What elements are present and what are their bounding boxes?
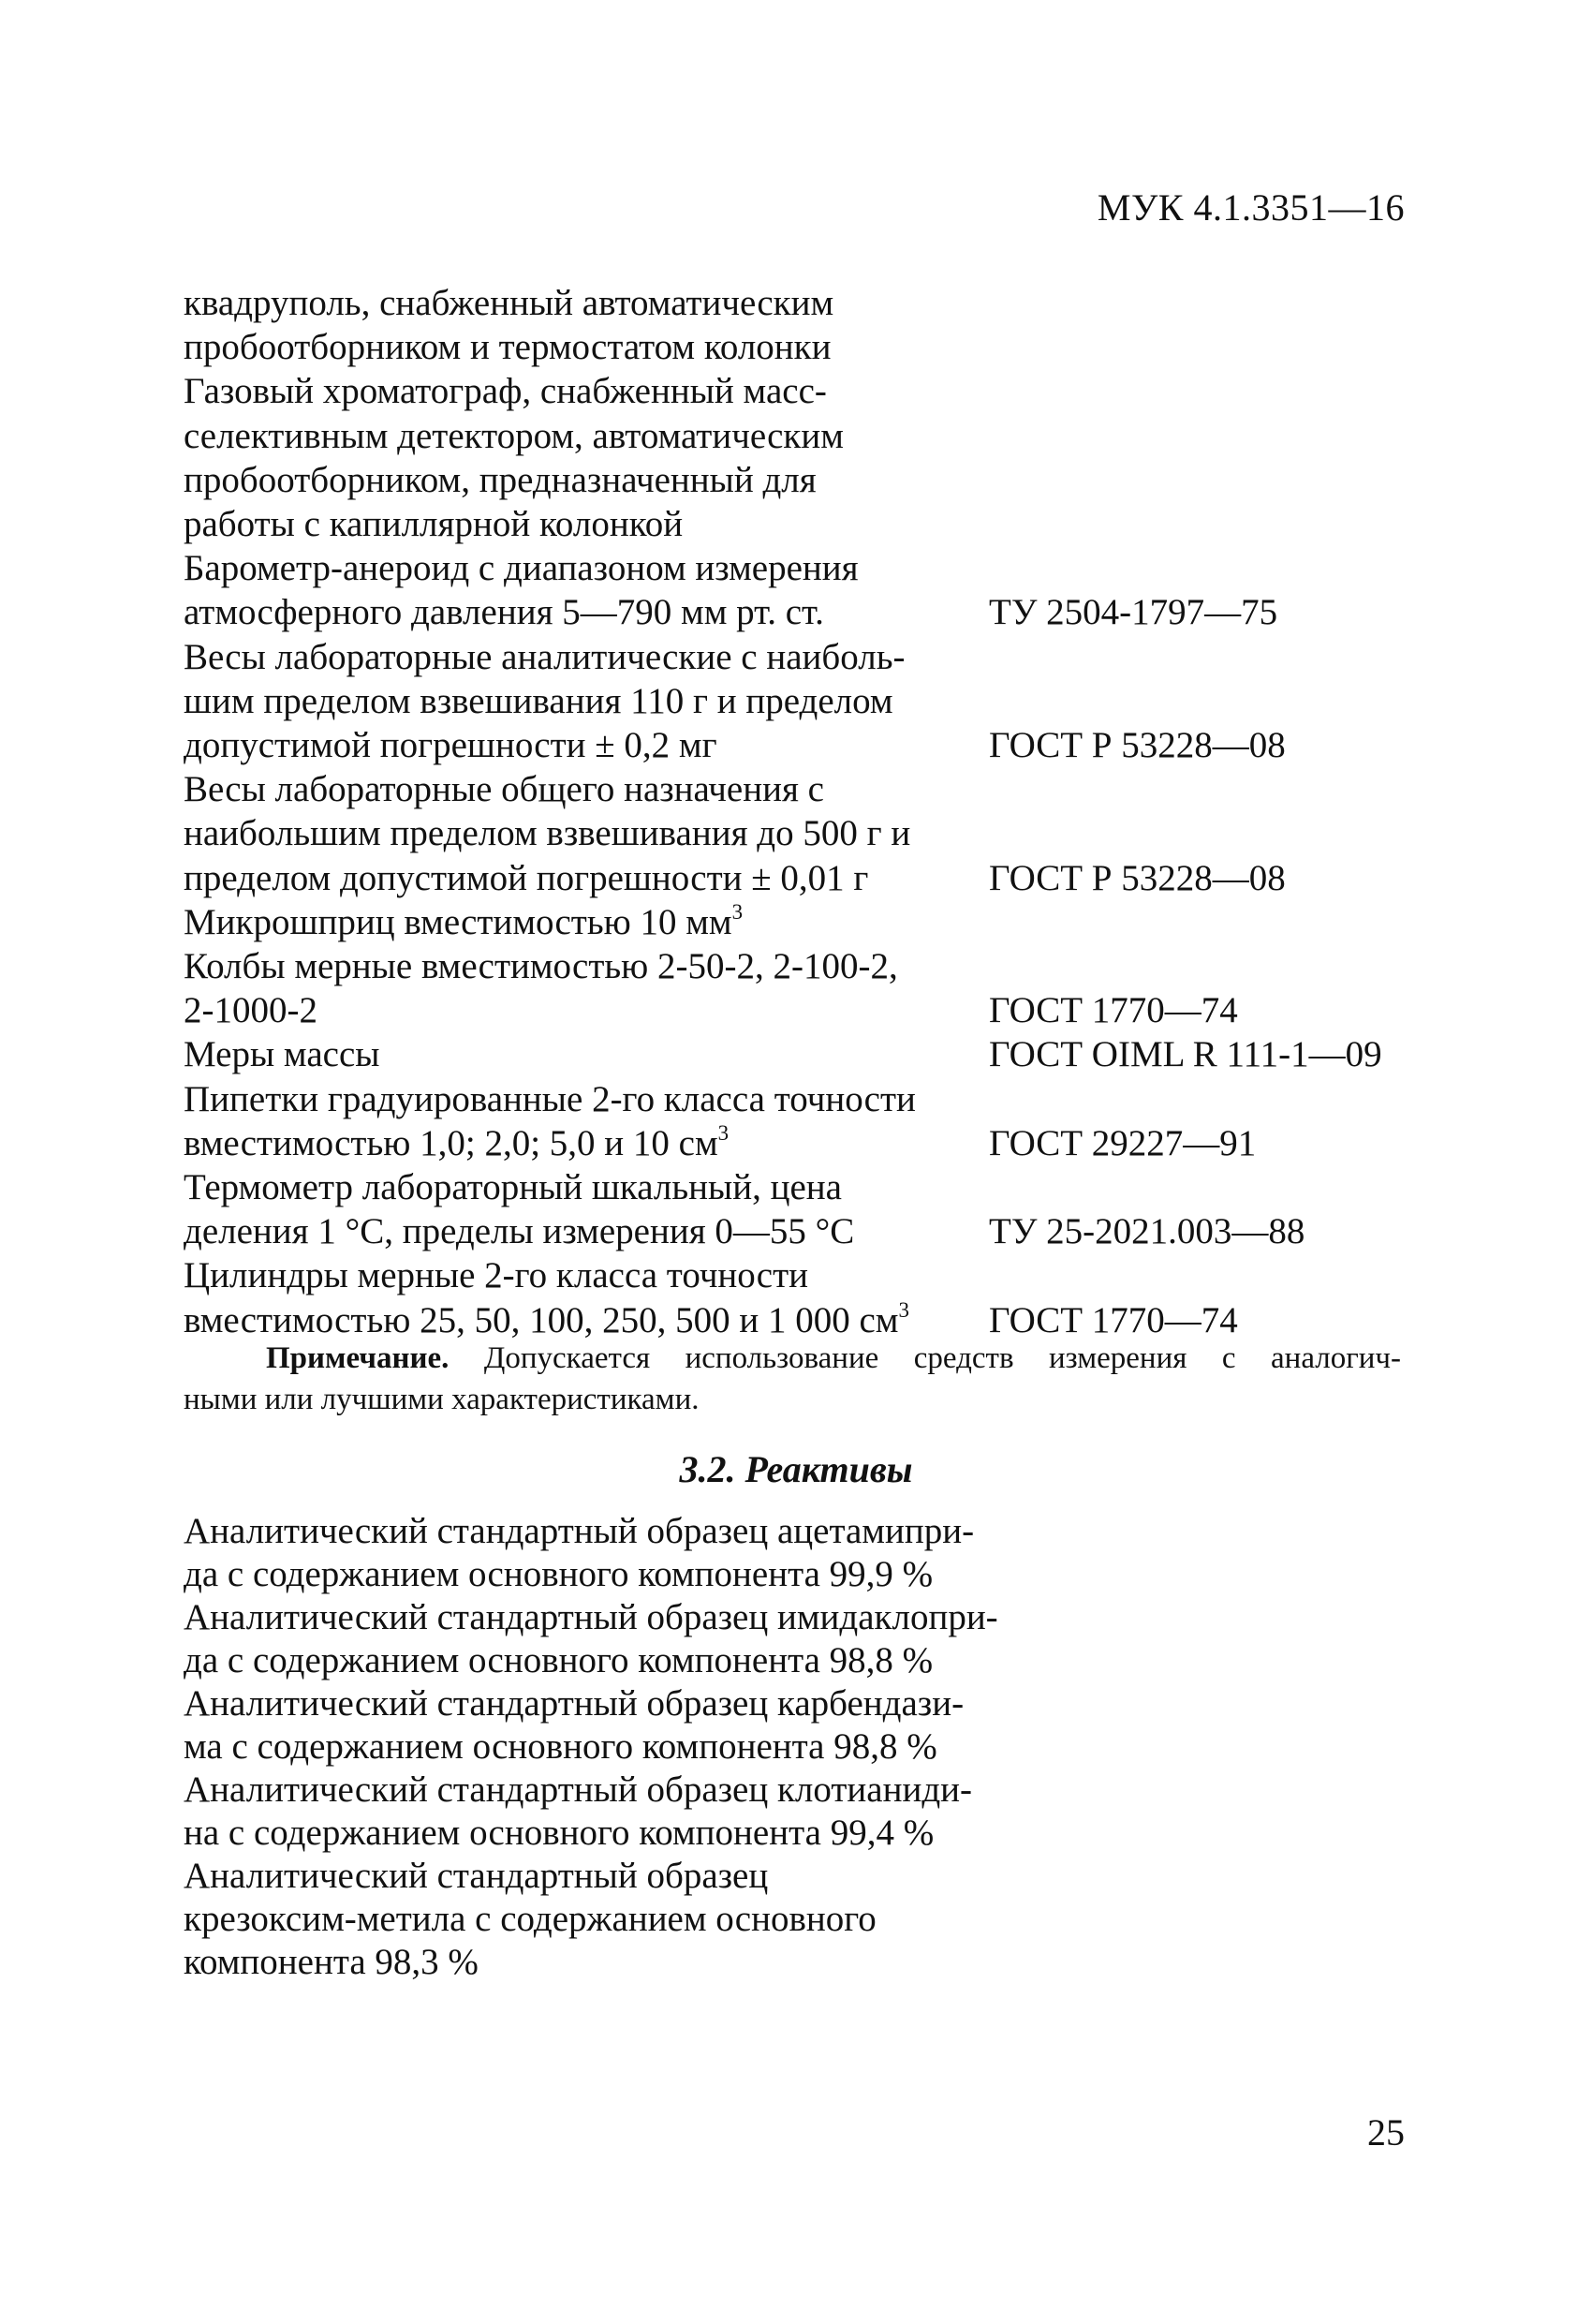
document-code: МУК 4.1.3351—16 xyxy=(1097,186,1405,229)
reagent-line: Аналитический стандартный образец карбендази- xyxy=(184,1683,965,1724)
equipment-list xyxy=(184,281,1420,1342)
equipment-line xyxy=(184,1298,980,1342)
reagent-line: Аналитический стандартный образец xyxy=(184,1856,769,1896)
equipment-line: Меры массы xyxy=(184,1034,380,1075)
note-first-line xyxy=(184,1338,1401,1379)
note-label: Примечание. xyxy=(266,1341,450,1375)
reagent-line: да с содержанием основного компонента 99,9 % xyxy=(184,1554,934,1594)
equipment-line-text: вместимостью 25, 50, 100, 250, 500 и 1 000 см xyxy=(184,1299,899,1340)
equipment-line: пределом допустимой погрешности ± 0,01 г xyxy=(184,857,869,898)
equipment-item xyxy=(184,767,1420,900)
equipment-line: допустимой погрешности ± 0,2 мг xyxy=(184,725,717,766)
equipment-standard: ГОСТ 1770—74 xyxy=(989,990,1238,1031)
reagent-line: да с содержанием основного компонента 98,8 % xyxy=(184,1640,934,1680)
equipment-item xyxy=(184,1253,1420,1341)
equipment-item xyxy=(184,944,1420,1032)
equipment-line: деления 1 °С, пределы измерения 0—55 °С xyxy=(184,1211,855,1252)
equipment-line: Колбы мерные вместимостью 2-50-2, 2-100-2, xyxy=(184,946,898,987)
equipment-item xyxy=(184,1032,1420,1076)
equipment-standard: ГОСТ OIML R 111-1—09 xyxy=(989,1034,1382,1075)
equipment-description xyxy=(184,369,980,546)
equipment-line-text: вместимостью 1,0; 2,0; 5,0 и 10 см xyxy=(184,1122,718,1163)
equipment-item xyxy=(184,281,1420,369)
equipment-item xyxy=(184,369,1420,546)
equipment-description xyxy=(184,1253,980,1341)
equipment-line: работы с капиллярной колонкой xyxy=(184,504,684,545)
equipment-line: Весы лабораторные общего назначения с xyxy=(184,769,824,810)
equipment-line: Газовый хроматограф, снабженный масс- xyxy=(184,371,827,412)
equipment-item xyxy=(184,635,1420,768)
note-second-line: ными или лучшими характеристиками. xyxy=(184,1383,700,1416)
reagent-line: Аналитический стандартный образец имидаклопри- xyxy=(184,1597,998,1637)
equipment-description xyxy=(184,1032,980,1076)
equipment-description xyxy=(184,900,980,944)
equipment-line: пробоотборником, предназначенный для xyxy=(184,459,817,500)
reagent-line: Аналитический стандартный образец клотианиди- xyxy=(184,1769,973,1810)
reagent-line: на с содержанием основного компонента 99,4 % xyxy=(184,1813,935,1853)
equipment-line xyxy=(184,1121,980,1165)
equipment-description xyxy=(184,944,980,1032)
equipment-line: атмосферного давления 5—790 мм рт. ст. xyxy=(184,592,824,633)
equipment-line: Пипетки градуированные 2-го класса точности xyxy=(184,1078,916,1119)
reagents-list xyxy=(184,1510,1120,1984)
equipment-line: наибольшим пределом взвешивания до 500 г и xyxy=(184,813,911,854)
equipment-line: Цилиндры мерные 2-го класса точности xyxy=(184,1255,808,1296)
reagent-line: Аналитический стандартный образец ацетамипри- xyxy=(184,1511,975,1551)
equipment-line: Весы лабораторные аналитические с наиболь- xyxy=(184,636,906,677)
equipment-line: 2-1000-2 xyxy=(184,990,317,1031)
equipment-item xyxy=(184,900,1420,944)
superscript-unit: 3 xyxy=(898,1297,909,1322)
section-title: 3.2. Реактивы xyxy=(679,1448,913,1490)
equipment-description xyxy=(184,767,980,900)
reagent-line: компонента 98,3 % xyxy=(184,1942,479,1982)
equipment-item xyxy=(184,1077,1420,1165)
equipment-description xyxy=(184,546,980,634)
equipment-description xyxy=(184,1077,980,1165)
equipment-line: Термометр лабораторный шкальный, цена xyxy=(184,1167,842,1208)
reagent-line: ма с содержанием основного компонента 98,8 % xyxy=(184,1726,937,1767)
equipment-item xyxy=(184,1165,1420,1253)
equipment-item xyxy=(184,546,1420,634)
equipment-standard: ГОСТ 29227—91 xyxy=(989,1122,1257,1163)
equipment-description xyxy=(184,1165,980,1253)
equipment-standard: ГОСТ Р 53228—08 xyxy=(989,857,1286,898)
equipment-standard: ТУ 25-2021.003—88 xyxy=(989,1211,1305,1252)
equipment-line: селективным детектором, автоматическим xyxy=(184,415,844,456)
superscript-unit: 3 xyxy=(731,899,744,924)
note-paragraph xyxy=(184,1338,1401,1420)
equipment-line xyxy=(184,900,980,944)
equipment-standard: ГОСТ Р 53228—08 xyxy=(989,725,1286,766)
equipment-line: пробоотборником и термостатом колонки xyxy=(184,327,832,368)
note-text: Допускается использование средств измерения с аналогич- xyxy=(483,1341,1402,1375)
equipment-line-text: Микрошприц вместимостью 10 мм xyxy=(184,901,732,942)
page-number: 25 xyxy=(1367,2111,1405,2154)
equipment-standard: ТУ 2504-1797—75 xyxy=(989,592,1278,633)
equipment-description xyxy=(184,635,980,768)
equipment-line: Барометр-анероид с диапазоном измерения xyxy=(184,548,859,589)
reagent-line: крезоксим-метила с содержанием основного xyxy=(184,1899,877,1939)
equipment-line: квадруполь, снабженный автоматическим xyxy=(184,283,834,323)
equipment-standard: ГОСТ 1770—74 xyxy=(989,1299,1238,1340)
equipment-description xyxy=(184,281,980,369)
equipment-line: шим пределом взвешивания 110 г и пределом xyxy=(184,680,893,721)
superscript-unit: 3 xyxy=(717,1120,730,1145)
